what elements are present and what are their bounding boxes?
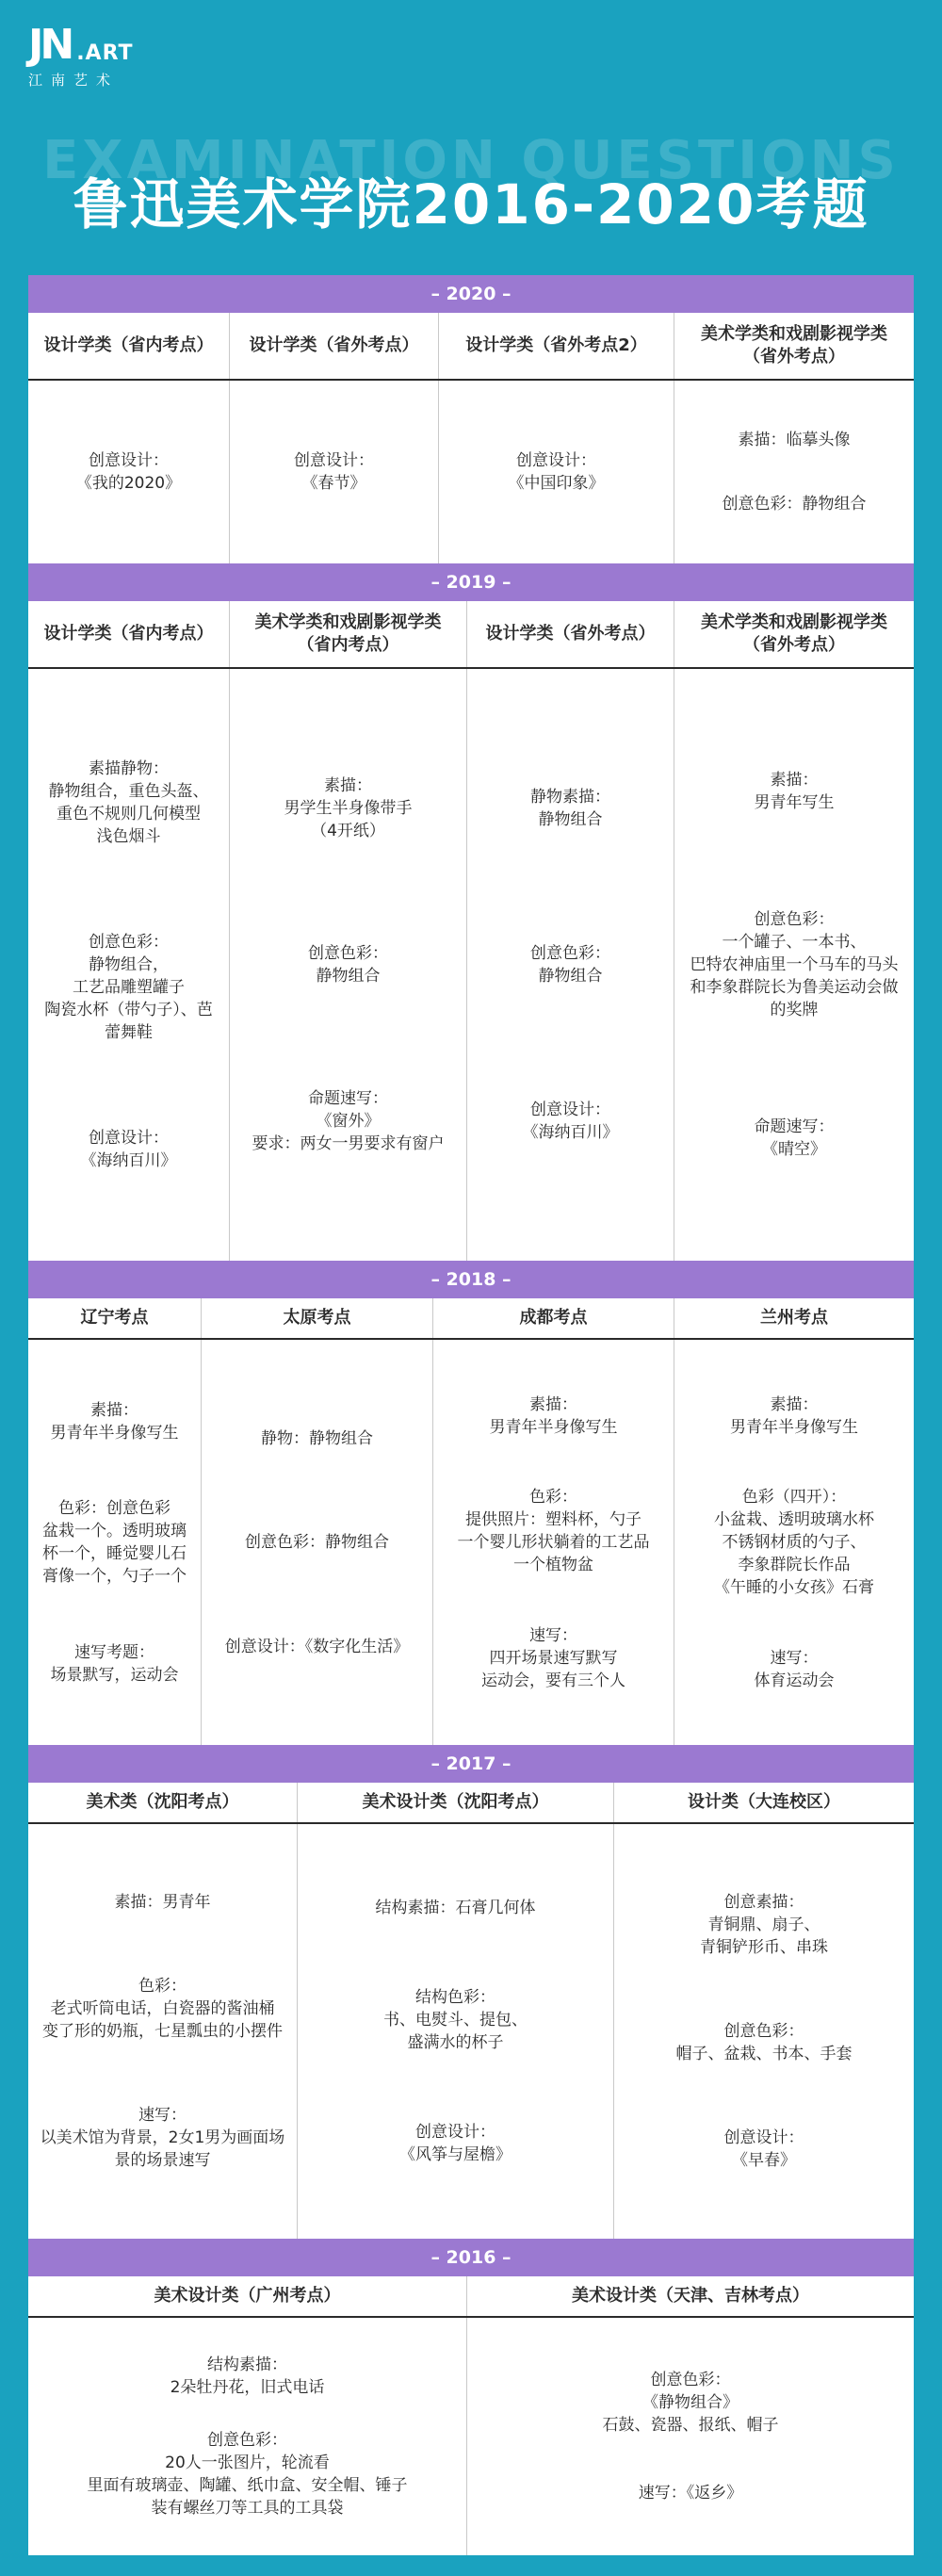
body-row-2019 (28, 669, 914, 1261)
header-cell: 设计类（大连校区） (688, 1792, 840, 1812)
exam-item: 素描静物： 静物组合，重色头盔、 重色不规则几何模型 浅色烟斗 (48, 759, 209, 846)
exam-item: 创意设计： 《风筝与屋檐》 (399, 2123, 512, 2164)
exam-item: 色彩： 提供照片：塑料杯，勺子 一个婴儿形状躺着的工艺品 一个植物盆 (457, 1488, 650, 1574)
body-row-2020 (28, 381, 914, 563)
header-row-2017 (28, 1783, 914, 1824)
exam-item: 素描：男青年 (114, 1893, 211, 1912)
body-cell (230, 669, 467, 1261)
exam-item: 速写：《返乡》 (638, 2484, 743, 2503)
exam-item: 命题速写： 《晴空》 (754, 1117, 835, 1159)
header-cell: 美术设计类（沈阳考点） (298, 1783, 614, 1822)
year-bar-2020: – 2020 – (28, 275, 914, 313)
body-row-2018 (28, 1340, 914, 1745)
exam-item: 色彩：创意色彩 盆栽一个。透明玻璃 杯一个，睡觉婴儿石 膏像一个，勺子一个 (42, 1499, 187, 1586)
exam-item: 速写： 四开场景速写默写 运动会，要有三个人 (481, 1625, 625, 1690)
exam-item: 创意色彩： 20人一张图片，轮流看 里面有玻璃壶、陶罐、纸巾盒、安全帽、锤子 装有螺丝刀等工具的工具袋 (87, 2431, 408, 2518)
exam-item: 静物素描： 静物组合 (530, 788, 610, 829)
body-cell (298, 1824, 614, 2239)
exam-item: 素描： 男青年半身像写生 (489, 1394, 618, 1437)
body-cell (467, 669, 674, 1261)
body-cell (28, 1824, 298, 2239)
exam-table-card (28, 275, 914, 2555)
header-cell: 美术学类和戏剧影视学类 （省外考点） (701, 612, 887, 655)
header-cell: 设计学类（省内考点） (28, 313, 230, 379)
logo-art-text: .ART (76, 41, 134, 65)
exam-item: 速写： 以美术馆为背景，2女1男为画面场 景的场景速写 (40, 2106, 285, 2170)
exam-item: 创意色彩： 静物组合， 工艺品雕塑罐子 陶瓷水杯（带勺子）、芭 蕾舞鞋 (44, 933, 213, 1042)
exam-item: 创意素描： 青铜鼎、扇子、 青铜铲形币、串珠 (700, 1893, 828, 1957)
header-cell: 设计学类（省外考点） (467, 601, 674, 667)
exam-item: 速写： 体育运动会 (754, 1648, 835, 1690)
exam-item: 结构色彩： 书、电熨斗、提包、 盛满水的杯子 (383, 1988, 528, 2052)
header-row-2019 (28, 601, 914, 669)
year-bar-2017: – 2017 – (28, 1745, 914, 1783)
header-cell: 设计学类（省外考点） (230, 313, 439, 379)
exam-item: 色彩： 老式听筒电话，白瓷器的酱油桶 变了形的奶瓶，七星瓢虫的小摆件 (42, 1977, 283, 2041)
exam-item: 创意设计： 《海纳百川》 (522, 1101, 619, 1142)
exam-item: 素描： 男学生半身像带手 （4开纸） (284, 776, 413, 840)
exam-item: 创意色彩： 帽子、盆栽、书本、手套 (675, 2022, 853, 2063)
exam-item: 命题速写： 《窗外》 要求：两女一男要求有窗户 (252, 1089, 445, 1153)
exam-item: 创意色彩： 一个罐子、一本书、 巴特农神庙里一个马车的马头 和李象群院长为鲁美运动会做 的奖牌 (690, 910, 899, 1019)
exam-item: 创意色彩： 静物组合 (530, 944, 610, 986)
exam-item: 色彩（四开）： 小盆栽、透明玻璃水杯 不锈钢材质的勺子、 李象群院长作品 《午睡的小女孩》石膏 (714, 1488, 874, 1597)
exam-item: 创意设计： 《春节》 (294, 451, 374, 493)
body-cell (467, 2318, 914, 2555)
body-cell (674, 669, 914, 1261)
body-row-2016 (28, 2318, 914, 2555)
body-cell (439, 381, 674, 563)
header-cell: 美术设计类（天津、吉林考点） (572, 2286, 809, 2306)
exam-item: 素描： 男青年半身像写生 (50, 1400, 179, 1443)
body-cell (674, 1340, 914, 1745)
exam-item: 结构素描：石膏几何体 (375, 1899, 536, 1917)
logo-chinese-name: 江南艺术 (28, 72, 120, 89)
exam-item: 创意设计： 《海纳百川》 (80, 1129, 177, 1170)
exam-item: 创意色彩：静物组合 (245, 1533, 389, 1552)
exam-item: 素描： 男青年写生 (754, 771, 835, 812)
header-row-2020 (28, 313, 914, 381)
exam-item: 创意设计： 《中国印象》 (508, 451, 605, 493)
exam-item: 静物：静物组合 (261, 1428, 373, 1448)
body-cell (230, 381, 439, 563)
year-bar-2016: – 2016 – (28, 2239, 914, 2276)
exam-item: 创意设计：《数字化生活》 (224, 1637, 410, 1656)
exam-item: 创意色彩： 《静物组合》 石鼓、瓷器、报纸、帽子 (602, 2371, 779, 2435)
body-cell (28, 1340, 202, 1745)
body-row-2017 (28, 1824, 914, 2239)
exam-item: 速写考题： 场景默写，运动会 (50, 1642, 179, 1685)
header-cell: 成都考点 (433, 1298, 674, 1338)
background-watermark-text: EXAMINATION QUESTIONS (42, 130, 900, 191)
body-cell (202, 1340, 433, 1745)
body-cell (433, 1340, 674, 1745)
year-bar-2018: – 2018 – (28, 1261, 914, 1298)
body-cell (614, 1824, 914, 2239)
body-cell (674, 381, 914, 563)
body-cell (28, 381, 230, 563)
body-cell (28, 669, 230, 1261)
header-row-2016 (28, 2276, 914, 2318)
logo (28, 21, 134, 90)
header-cell: 美术设计类（广州考点） (28, 2276, 467, 2316)
body-cell (28, 2318, 467, 2555)
logo-mark: JN (28, 21, 72, 69)
exam-item: 创意设计： 《早春》 (723, 2128, 804, 2170)
header-cell: 美术学类和戏剧影视学类 （省外考点） (701, 324, 887, 367)
header-cell: 辽宁考点 (28, 1298, 202, 1338)
header-cell: 美术类（沈阳考点） (28, 1783, 298, 1822)
exam-item: 创意色彩：静物组合 (722, 495, 867, 514)
header-cell: 设计学类（省外考点2） (439, 313, 674, 379)
header-cell: 太原考点 (202, 1298, 433, 1338)
exam-item: 素描： 男青年半身像写生 (730, 1394, 858, 1437)
page-title: 鲁迅美术学院2016-2020考题 (73, 172, 869, 236)
exam-item: 素描：临摹头像 (738, 430, 851, 449)
header-row-2018 (28, 1298, 914, 1340)
year-bar-2019: – 2019 – (28, 563, 914, 601)
header-cell: 设计学类（省内考点） (28, 601, 230, 667)
header-cell: 兰州考点 (760, 1308, 828, 1328)
exam-item: 创意设计： 《我的2020》 (75, 451, 182, 493)
exam-item: 创意色彩： 静物组合 (308, 944, 388, 986)
header-cell: 美术学类和戏剧影视学类 （省内考点） (230, 601, 467, 667)
exam-item: 结构素描： 2朵牡丹花，旧式电话 (170, 2356, 325, 2397)
